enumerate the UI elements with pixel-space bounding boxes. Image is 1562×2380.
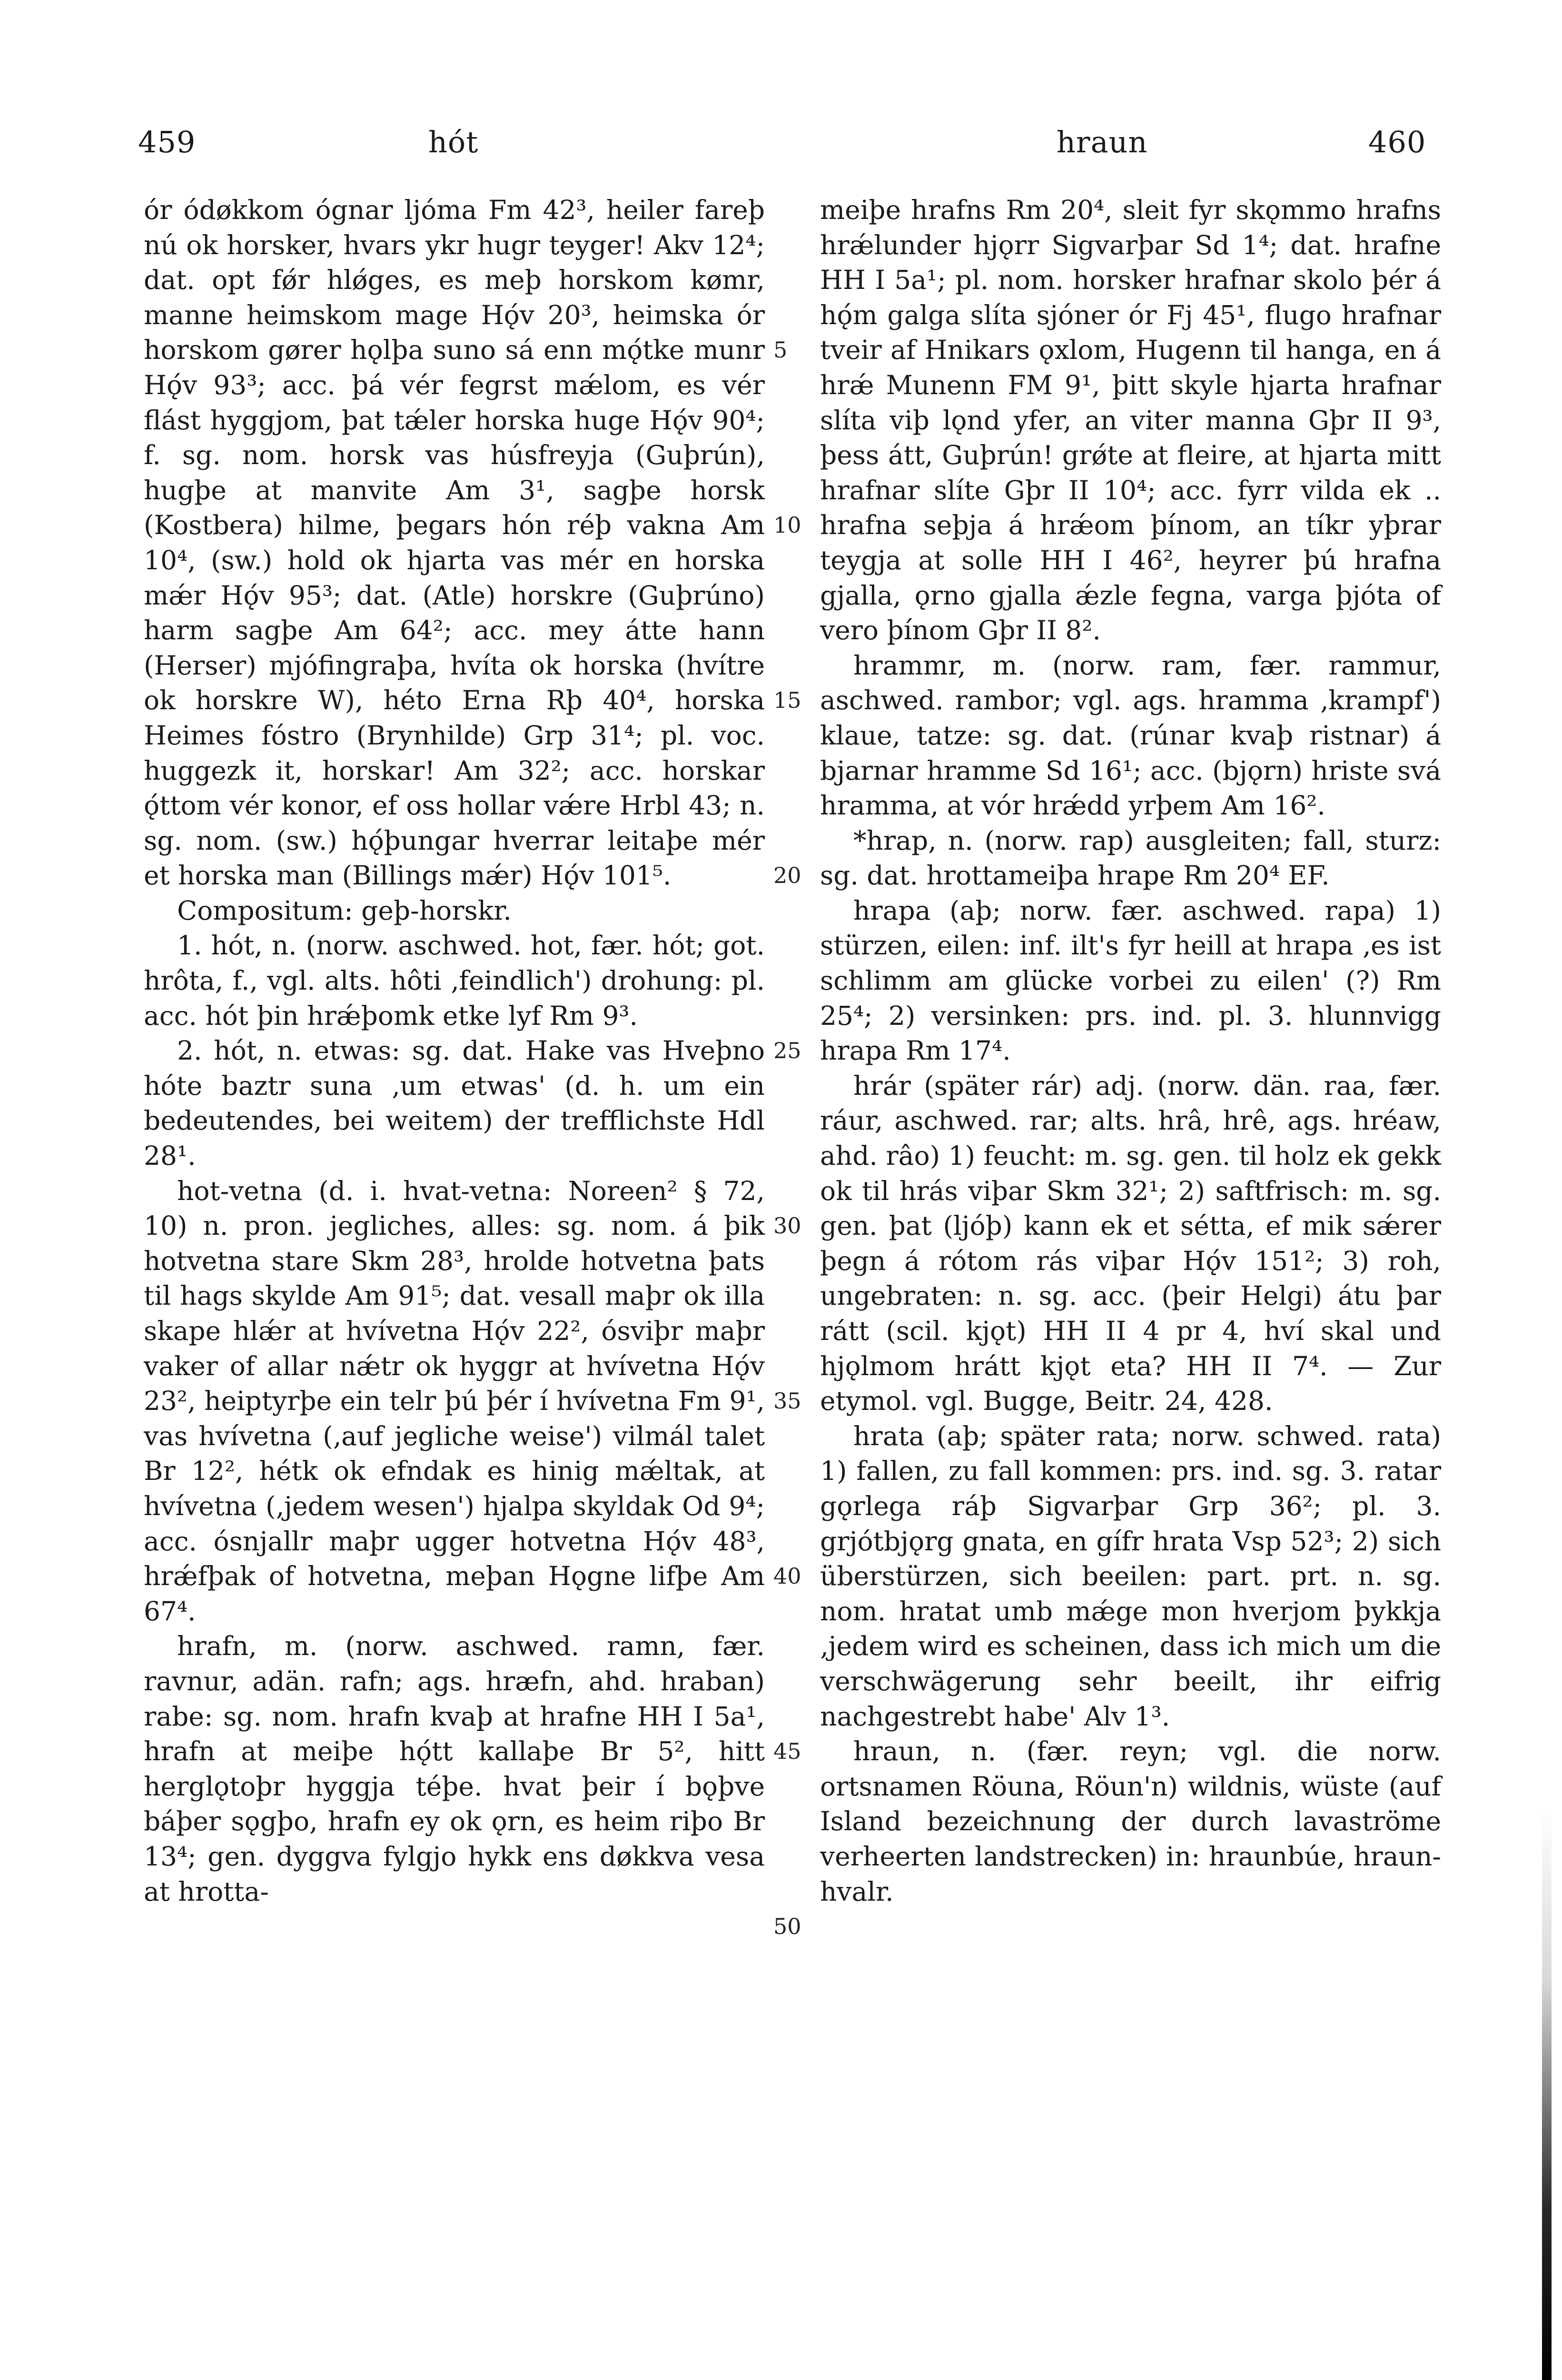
dictionary-entry: hrafn, m. (norw. aschwed. ramn, fær. ravnur, adän. rafn; ags. hræfn, ahd. hraban) rabe: sg. nom. hrafn kvaþ at hrafne HH I 5a¹, hrafn at meiþe hǫ́tt kallaþe Br 5², hitt herglǫtoþr hyggja téþe. hvat þeir í bǫþve báþer sǫgþo, hrafn ey ok ǫrn, es heim riþo Br 13⁴; gen. dyggva fylgjo hykk ens døkkva vesa at hrotta-: [144, 1631, 765, 1907]
right-column: [820, 193, 1441, 1909]
left-running-headword: hót: [428, 125, 479, 159]
left-column: [144, 193, 765, 1909]
line-number: 35: [773, 1388, 801, 1414]
right-page-number: 460: [1368, 125, 1426, 159]
dictionary-entry: 2. hót, n. etwas: sg. dat. Hake vas Hveþno hóte baztr suna ‚um etwas' (d. h. um ein bedeutendes, bei weitem) der trefflichste Hdl 28¹.: [144, 1035, 765, 1171]
line-number: 10: [773, 512, 801, 538]
dictionary-entry: hrammr, m. (norw. ram, fær. rammur, aschwed. rambor; vgl. ags. hramma ‚krampf') klaue, tatze: sg. dat. (rúnar kvaþ ristnar) á bjarnar hramme Sd 16¹; acc. (bjǫrn) hriste svá hramma, at vór hrǽdd yrþem Am 16².: [820, 650, 1441, 821]
left-page-number: 459: [138, 125, 196, 159]
right-running-headword: hraun: [1057, 125, 1148, 159]
dictionary-entry: 1. hót, n. (norw. aschwed. hot, fær. hót; got. hrôta, f., vgl. alts. hôti ‚feindlich') drohung: pl. acc. hót þin hrǽþomk etke lyf Rm 9³.: [144, 930, 765, 1031]
dictionary-entry: *hrap, n. (norw. rap) ausgleiten; fall, sturz: sg. dat. hrottameiþa hrape Rm 20⁴ EF.: [820, 825, 1441, 891]
dictionary-entry: Compositum: geþ-horskr.: [177, 895, 512, 926]
dictionary-entry: hrata (aþ; später rata; norw. schwed. rata) 1) fallen, zu fall kommen: prs. ind. sg. 3. ratar gǫrlega ráþ Sigvarþar Grp 36²; pl. 3. grjótbjǫrg gnata, en gífr hrata Vsp 52³; 2) sich überstürzen, sich beeilen: part. prt. n. sg. nom. hratat umb mǽge mon hverjom þykkja ‚jedem wird es scheinen, dass ich mich um die verschwägerung sehr beeilt, ihr eifrig nachgestrebt habe' Alv 1³.: [820, 1420, 1441, 1732]
line-number: 30: [773, 1213, 801, 1239]
line-number: 20: [773, 863, 801, 889]
dictionary-entry: ór ódøkkom ógnar ljóma Fm 42³, heiler fareþ nú ok horsker, hvars ykr hugr teyger! Akv 12⁴; dat. opt fǿr hlǿges, es meþ horskom kømr, manne heimskom mage Hǫ́v 20³, heimska ór horskom gører hǫlþa suno sá enn mǫ́tke munr Hǫ́v 93³; acc. þá vér fegrst mǽlom, es vér flást hyggjom, þat tǽler horska huge Hǫ́v 90⁴; f. sg. nom. horsk vas húsfreyja (Guþrún), hugþe at manvite Am 3¹, sagþe horsk (Kostbera) hilme, þegars hón réþ vakna Am 10⁴, (sw.) hold ok hjarta vas mér en horska mǽr Hǫ́v 95³; dat. (Atle) horskre (Guþrúno) harm sagþe Am 64²; acc. mey átte hann (Herser) mjófingraþa, hvíta ok horska (hvítre ok horskre W), héto Erna Rþ 40⁴, horska Heimes fóstro (Brynhilde) Grp 31⁴; pl. voc. huggezk it, horskar! Am 32²; acc. horskar ǫ́ttom vér konor, ef oss hollar vǽre Hrbl 43; n. sg. nom. (sw.) hǫ́þungar hverrar leitaþe mér et horska man (Billings mǽr) Hǫ́v 101⁵.: [144, 195, 765, 891]
line-number: 5: [773, 337, 788, 363]
dictionary-entry: hot-vetna (d. i. hvat-vetna: Noreen² § 72, 10) n. pron. jegliches, alles: sg. nom. á þik hotvetna stare Skm 28³, hrolde hotvetna þats til hags skylde Am 91⁵; dat. vesall maþr ok illa skape hlǽr at hvívetna Hǫ́v 22², ósviþr maþr vaker of allar nǽtr ok hyggr at hvívetna Hǫ́v 23², heiptyrþe ein telr þú þér í hvívetna Fm 9¹, vas hvívetna (‚auf jegliche weise') vilmál talet Br 12², hétk ok efndak es hinig mǽltak, at hvívetna (‚jedem wesen') hjalpa skyldak Od 9⁴; acc. ósnjallr maþr ugger hotvetna Hǫ́v 48³, hrǽfþak of hotvetna, meþan Hǫgne lifþe Am 67⁴.: [144, 1175, 765, 1626]
dictionary-entry: hrár (später rár) adj. (norw. dän. raa, fær. ráur, aschwed. rar; alts. hrâ, hrê, ags. hréaw, ahd. râo) 1) feucht: m. sg. gen. til holz ek gekk ok til hrás viþar Skm 32¹; 2) saftfrisch: m. sg. gen. þat (ljóþ) kann ek et sétta, ef mik sǽrer þegn á rótom rás viþar Hǫ́v 151²; 3) roh, ungebraten: n. sg. acc. (þeir Helgi) átu þar rátt (scil. kjǫt) HH II 4 pr 4, hví skal und hjǫlmom hrátt kjǫt eta? HH II 7⁴. — Zur etymol. vgl. Bugge, Beitr. 24, 428.: [820, 1070, 1441, 1417]
line-number: 45: [773, 1738, 801, 1765]
dictionary-entry: meiþe hrafns Rm 20⁴, sleit fyr skǫmmo hrafns hrǽlunder hjǫrr Sigvarþar Sd 1⁴; dat. hrafne HH I 5a¹; pl. nom. horsker hrafnar skolo þér á hǫ́m galga slíta sjóner ór Fj 45¹, flugo hrafnar tveir af Hnikars ǫxlom, Hugenn til hanga, en á hrǽ Munenn FM 9¹, þitt skyle hjarta hrafnar slíta viþ lǫnd yfer, an viter manna Gþr II 9³, þess átt, Guþrún! grǿte at fleire, at hjarta mitt hrafnar slíte Gþr II 10⁴; acc. fyrr vilda ek .. hrafna seþja á hrǽom þínom, an tíkr yþrar teygja at solle HH I 46², heyrer þú hrafna gjalla, ǫrno gjalla ǽzle fegna, varga þjóta of vero þínom Gþr II 8².: [820, 195, 1441, 646]
dictionary-entry: hrapa (aþ; norw. fær. aschwed. rapa) 1) stürzen, eilen: inf. ilt's fyr heill at hrapa ‚es ist schlimm am glücke vorbei zu eilen' (?) Rm 25⁴; 2) versinken: prs. ind. pl. 3. hlunnvigg hrapa Rm 17⁴.: [820, 895, 1441, 1066]
line-number: 15: [773, 687, 801, 714]
line-number: 50: [773, 1914, 801, 1940]
scan-edge-shadow: [1542, 1809, 1552, 2380]
line-number: 40: [773, 1563, 801, 1589]
line-number: 25: [773, 1038, 801, 1064]
dictionary-entry: hraun, n. (fær. reyn; vgl. die norw. ortsnamen Röuna, Röun'n) wildnis, wüste (auf Island bezeichnung der durch lavaströme verheerten landstrecken) in: hraunbúe, hraun-hvalr.: [820, 1736, 1441, 1907]
